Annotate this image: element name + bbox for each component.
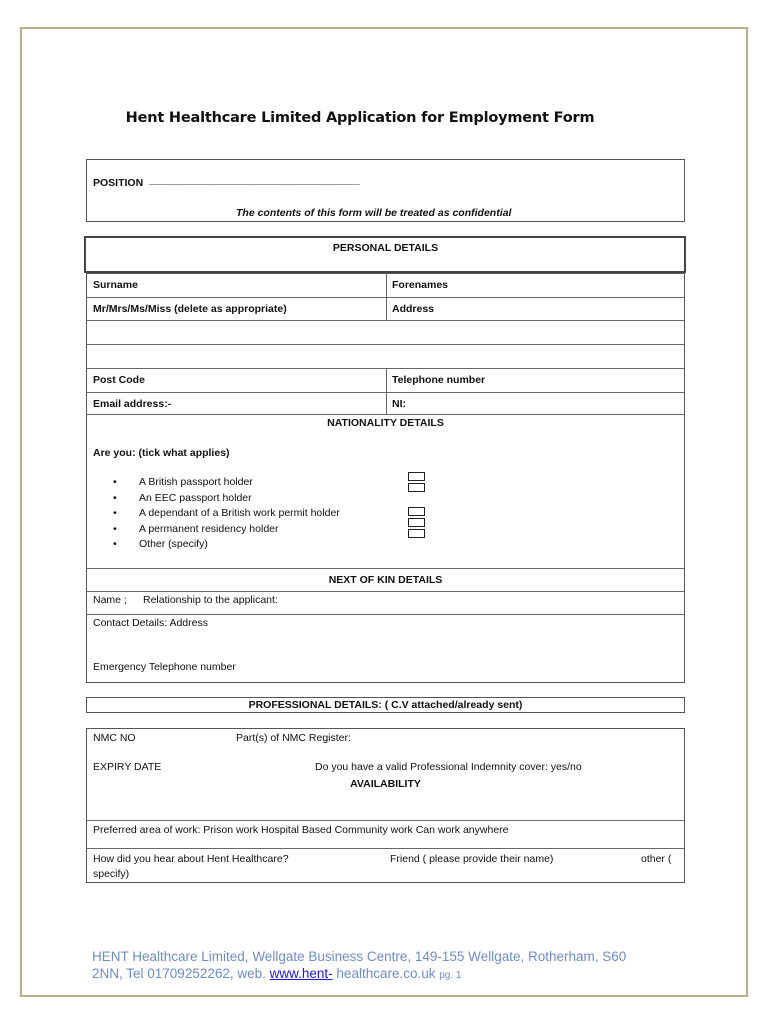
position-field[interactable]: _______________________________________________	[149, 175, 359, 186]
ni-label: NI:	[392, 398, 406, 410]
checkbox-eec[interactable]	[408, 483, 425, 492]
next-of-kin-heading: NEXT OF KIN DETAILS	[328, 574, 443, 586]
specify-label: specify)	[93, 868, 130, 880]
post-code-label: Post Code	[93, 374, 145, 386]
nationality-option: • An EEC passport holder	[113, 491, 340, 507]
nmc-register-label: Part(s) of NMC Register:	[236, 732, 351, 744]
footer	[92, 948, 692, 984]
personal-details-heading: PERSONAL DETAILS	[332, 242, 439, 254]
nationality-option: • A permanent residency holder	[113, 522, 340, 538]
nmc-no-label: NMC NO	[93, 732, 136, 744]
nationality-option: • A British passport holder	[113, 475, 340, 491]
website-link[interactable]: www.hent-	[269, 966, 333, 981]
page-number: pg. 1	[439, 970, 462, 981]
nationality-question: Are you: (tick what applies)	[93, 447, 230, 459]
kin-relationship-label: Relationship to the applicant:	[143, 594, 278, 606]
checkbox-british[interactable]	[408, 472, 425, 481]
forenames-label: Forenames	[392, 279, 449, 291]
availability-heading: AVAILABILITY	[350, 778, 421, 790]
friend-label: Friend ( please provide their name)	[390, 853, 554, 865]
nationality-option: • A dependant of a British work permit holder	[113, 506, 340, 522]
position-label: POSITION	[93, 177, 144, 189]
footer-line2-prefix: 2NN, Tel 01709252262, web.	[92, 966, 270, 981]
address-label: Address	[392, 303, 435, 315]
title-label: Mr/Mrs/Ms/Miss (delete as appropriate)	[93, 303, 287, 315]
confidential-note: The contents of this form will be treated as confidential	[236, 207, 512, 219]
nationality-option: • Other (specify)	[113, 537, 340, 553]
checkbox-other[interactable]	[408, 529, 425, 538]
indemnity-label: Do you have a valid Professional Indemnity cover: yes/no	[315, 761, 582, 773]
footer-line2-suffix: healthcare.co.uk	[332, 966, 436, 981]
kin-name-label: Name ;	[93, 594, 127, 606]
telephone-label: Telephone number	[392, 374, 486, 386]
kin-contact-label: Contact Details: Address	[93, 617, 208, 629]
professional-details-heading: PROFESSIONAL DETAILS: ( C.V attached/already sent)	[248, 699, 523, 711]
footer-line1: HENT Healthcare Limited, Wellgate Business Centre, 149-155 Wellgate, Rotherham, S60	[92, 949, 627, 964]
surname-label: Surname	[93, 279, 138, 291]
hear-about-label: How did you hear about Hent Healthcare?	[93, 853, 289, 865]
preferred-area-label: Preferred area of work: Prison work Hospital Based Community work Can work anywhere	[93, 824, 509, 836]
nationality-heading: NATIONALITY DETAILS	[327, 417, 444, 429]
other-label: other (	[641, 853, 672, 865]
footer-line2	[92, 965, 692, 984]
email-label: Email address:-	[93, 398, 172, 410]
kin-emergency-label: Emergency Telephone number	[93, 661, 236, 673]
form-title: Hent Healthcare Limited Application for Employment Form	[125, 110, 595, 126]
nationality-options	[113, 475, 340, 553]
checkbox-dependant[interactable]	[408, 507, 425, 516]
expiry-date-label: EXPIRY DATE	[93, 761, 162, 773]
checkbox-permanent[interactable]	[408, 518, 425, 527]
